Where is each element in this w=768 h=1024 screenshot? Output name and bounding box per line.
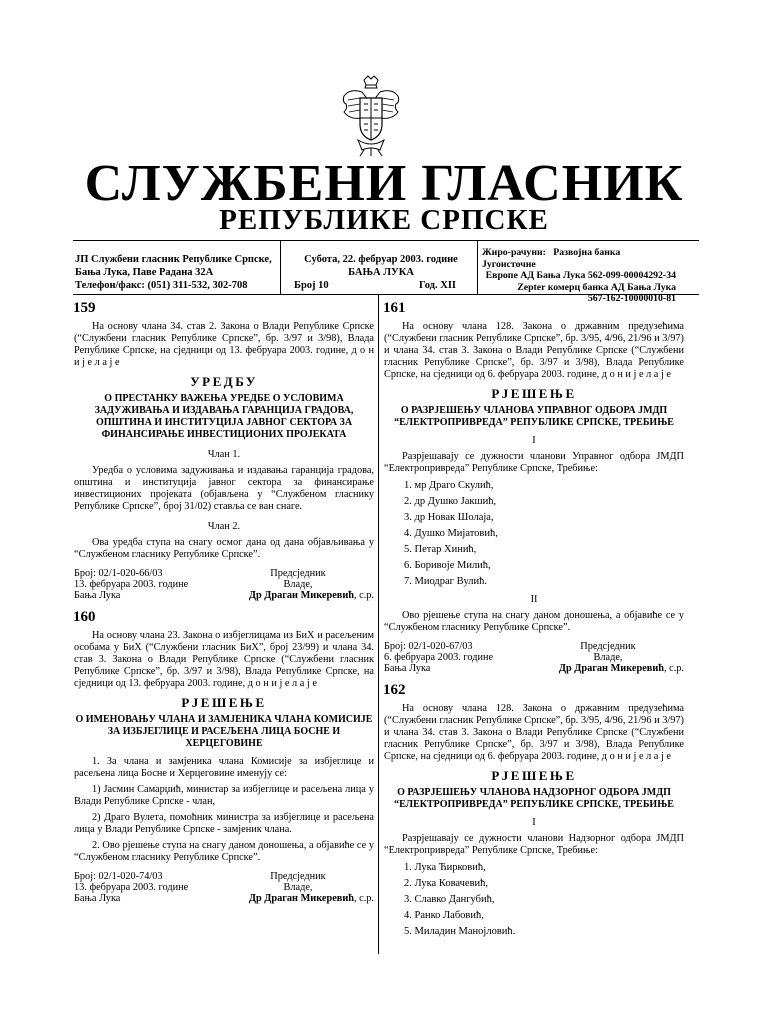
gazette-title: СЛУЖБЕНИ ГЛАСНИК [84,155,684,212]
publisher-info: ЈП Службени гласник Републике Српске, Бања Лука, Паве Радана 32А Телефон/факс: (051) 311-532, 302-708 [75,254,272,291]
act-type-162: РЈЕШЕЊЕ [491,768,577,783]
article-1-text: Уредба о условима задуживања и издавања гаранција градова, општина и институција јавног сектора за финансирање инвестиционих пројеката (објављена у “Службеном гласнику Републике Српске”, број 31/02) ставља се ван снаге. [74,465,374,512]
issue-info [288,253,474,292]
act-number-161: 161 [383,300,406,316]
act-type-161: РЈЕШЕЊЕ [491,386,577,401]
list-item: 1. Лука Ћирковић, [404,862,486,873]
section-161-2: II [530,594,538,605]
signature-block-161: Број: 02/1-020-67/03 Предсједник 6. фебруара 2003. године Владе, Бања Лука Др Драган Микеревић, с.р. [384,641,684,674]
paragraph-160-4: 2. Ово рјешење ступа на снагу даном доношења, а објавиће се у “Службеном гласнику Републике Српске”. [74,840,374,863]
right-column [384,300,684,942]
act-type-159: УРЕДБУ [190,374,258,389]
coat-of-arms-icon [340,74,402,158]
preamble-161: На основу члана 128. Закона о државним предузећима (“Службени гласник Републике Српске”, бр. 3/95, 4/96, 21/96 и 3/97) и члана 34. став 3. Закона о Влади Републике Српске (“Службени гласник Републике Српске”, бр. 3/97 и 3/98), Влада Републике Српске, на сједници од 6. фебруара 2003. године, д о н и ј е л а ј е [384,321,684,380]
signature-block-159: Број: 02/1-020-66/03 Предсједник 13. фебруара 2003. године Владе, Бања Лука Др Драган Микеревић, с.р. [74,568,374,601]
list-item: 6. Боривоје Милић, [404,560,491,571]
act-title-161: О РАЗРЈЕШЕЊУ ЧЛАНОВА УПРАВНОГ ОДБОРА ЈМДП “ЕЛЕКТРОПРИВРЕДА” РЕПУБЛИКЕ СРПСКЕ, ТРЕБИЊЕ [394,405,674,428]
intro-162: Разрјешавају се дужности чланови Надзорног одбора ЈМДП “Електропривреда” Републике Српске, Требиње: [384,833,684,856]
act-number-159: 159 [73,300,96,316]
column-divider [378,294,379,954]
act-number-162: 162 [383,682,406,698]
article-1-heading: Члан 1. [207,449,241,460]
header-divider-left [280,240,281,294]
article-2-heading: Члан 2. [207,521,241,532]
issue-date: Субота, 22. фебруар 2003. године [304,254,458,265]
issue-city: БАЊА ЛУКА [348,267,414,278]
preamble-159: На основу члана 34. став 2. Закона о Влади Републике Српске (“Службени гласник Републике Српске”, бр. 3/97 и 3/98), Влада Републике Српске, на сједници од 13. фебруара 2003. године, д о н и ј е л а ј е [74,321,374,368]
paragraph-160-3: 2) Драго Вулета, помоћник министра за избјеглице и расељена лица у Влади Републике Српске - замјеник члана. [74,812,374,835]
list-item: 2. Лука Ковачевић, [404,878,489,889]
header-top-rule [73,240,699,241]
list-item: 3. Славко Дангубић, [404,894,495,905]
section-161-1: I [532,435,536,446]
preamble-162: На основу члана 128. Закона о државним предузећима (“Службени гласник Републике Српске”, бр. 3/95, 4/96, 21/96 и 3/97) и члана 34. став 3. Закона о Влади Републике Српске (“Службени гласник Републике Српске”, бр. 3/97 и 3/98), Влада Републике Српске, на сједници од 6. фебруара 2003. године, д о н и ј е л а ј е [384,703,684,762]
act-title-159: О ПРЕСТАНКУ ВАЖЕЊА УРЕДБЕ О УСЛОВИМА ЗАДУЖИВАЊА И ИЗДАВАЊА ГАРАНЦИЈА ГРАДОВА, ОПШТИНА И ИНСТИТУЦИЈА ЈАВНОГ СЕКТОРА ЗА ФИНАНСИРАЊЕ ИНВЕСТИЦИОНИХ ПРОЈЕКАТА [94,393,354,440]
issue-number: Број 10 [294,280,329,291]
left-column [74,300,374,904]
intro-161: Разрјешавају се дужности чланови Управног одбора ЈМДП “Електропривреда” Републике Српске, Требиње: [384,451,684,474]
list-item: 3. др Новак Шолаја, [404,512,494,523]
issue-year: Год. XII [418,280,456,291]
article-2-text: Ова уредба ступа на снагу осмог дана од дана објављивања у “Службеном гласнику Републике Српске”. [74,537,374,560]
paragraph-160-1: 1. За члана и замјеника члана Комисије за избјеглице и расељена лица Босне и Херцеговине именују се: [74,756,374,779]
paragraph-160-2: 1) Јасмин Самарџић, министар за избјеглице и расељена лица у Влади Републике Српске - члан, [74,784,374,807]
bank-accounts: Жиро-рачуни: Развојна банка Југоисточне Европе АД Бања Лука 562-099-00004292-34 Zepter комерц банка АД Бања Лука 567-162-10000010-81 [482,247,676,304]
list-item: 1. мр Драго Скулић, [404,480,494,491]
list-item: 7. Миодраг Вулић. [404,576,487,587]
gazette-subtitle: РЕПУБЛИКЕ СРПСКЕ [219,204,549,236]
list-item: 4. Душко Мијатовић, [404,528,498,539]
act-number-160: 160 [73,609,96,625]
section-162-1: I [532,817,536,828]
signature-block-160: Број: 02/1-020-74/03 Предсједник 13. фебруара 2003. године Владе, Бања Лука Др Драган Микеревић, с.р. [74,871,374,904]
closing-161: Ово рјешење ступа на снагу даном доношења, а објавиће се у “Службеном гласнику Републике Српске”. [384,610,684,633]
act-type-160: РЈЕШЕЊЕ [181,695,267,710]
act-title-162: О РАЗРЈЕШЕЊУ ЧЛАНОВА НАДЗОРНОГ ОДБОРА ЈМДП “ЕЛЕКТРОПРИВРЕДА” РЕПУБЛИКЕ СРПСКЕ, ТРЕБИЊЕ [394,787,674,810]
list-item: 5. Петар Хинић, [404,544,477,555]
list-item: 4. Ранко Лабовић, [404,910,484,921]
preamble-160: На основу члана 23. Закона о избјеглицама из БиХ и расељеним особама у БиХ (“Службени гласник БиХ”, број 23/99) и члана 34. став 3. Закона о Влади Републике Српске (“Службени гласник Републике Српске”, бр. 3/97 и 3/98), Влада Републике Српске, на сједници од 13. фебруара 2003. године, д о н и ј е л а ј е [74,630,374,689]
act-title-160: О ИМЕНОВАЊУ ЧЛАНА И ЗАМЈЕНИКА ЧЛАНА КОМИСИЈЕ ЗА ИЗБЈЕГЛИЦЕ И РАСЕЉЕНА ЛИЦА БОСНЕ И ХЕРЦЕГОВИНЕ [75,714,373,749]
list-item: 5. Миладин Манојловић. [404,926,516,937]
list-item: 2. др Душко Јакшић, [404,496,497,507]
header-divider-right [477,240,478,294]
